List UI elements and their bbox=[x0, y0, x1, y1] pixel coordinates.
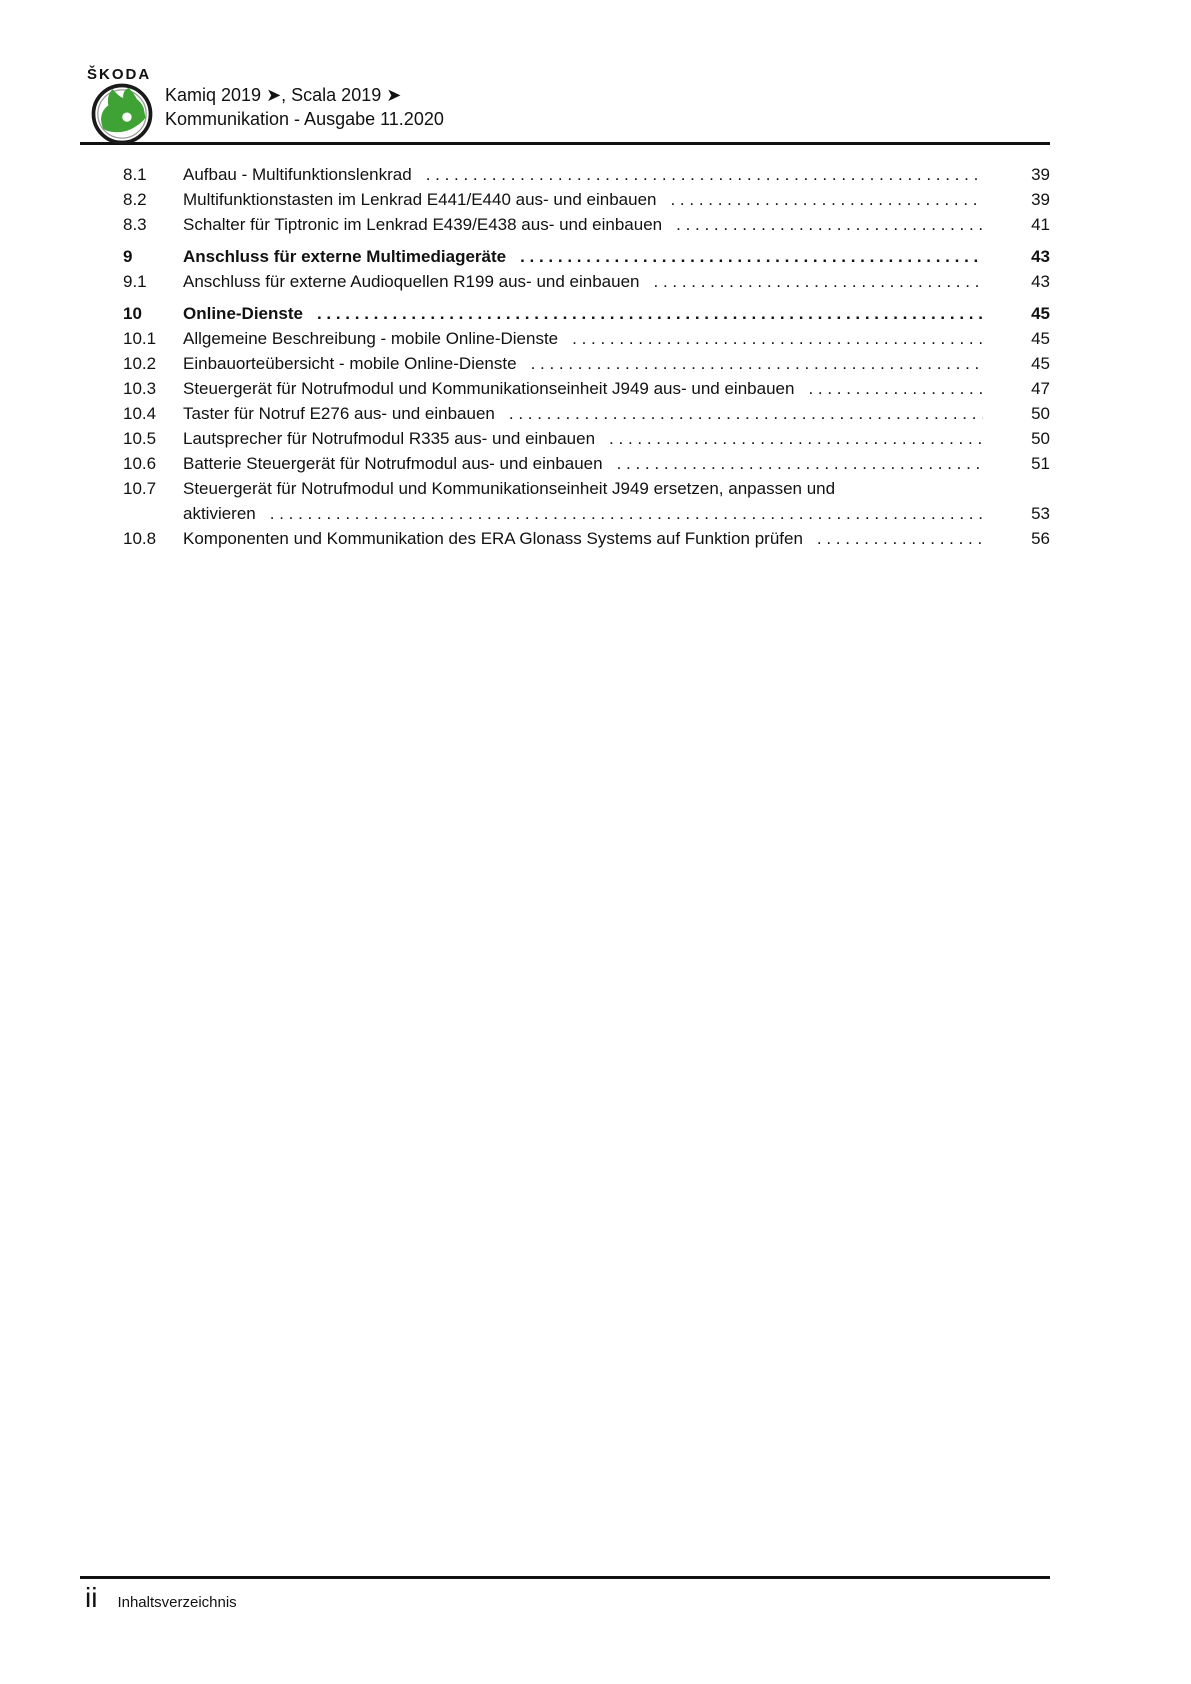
skoda-wordmark: ŠKODA bbox=[87, 66, 152, 83]
toc-row bbox=[123, 451, 1050, 476]
toc-entry-number: 10.3 bbox=[123, 379, 157, 398]
toc-row bbox=[123, 401, 1050, 426]
toc-leader-dots bbox=[509, 401, 983, 426]
toc-entry-title: Schalter für Tiptronic im Lenkrad E439/E438 aus- und einbauen bbox=[183, 215, 663, 234]
toc-section-row bbox=[123, 244, 1050, 269]
toc-entry-number: 10.4 bbox=[123, 404, 157, 423]
toc-leader-dots bbox=[609, 426, 983, 451]
toc-entry-number: 9 bbox=[123, 247, 133, 266]
header-title-block bbox=[165, 83, 444, 131]
toc-entry-title: Steuergerät für Notrufmodul und Kommunikationseinheit J949 aus- und einbauen bbox=[183, 379, 795, 398]
toc-leader-dots bbox=[817, 526, 983, 551]
footer-divider bbox=[80, 1576, 1050, 1579]
toc-entry-page: 56 bbox=[1031, 529, 1050, 548]
toc-entry-number: 10.6 bbox=[123, 454, 157, 473]
toc-entry-page: 43 bbox=[1031, 272, 1050, 291]
toc-leader-dots bbox=[654, 269, 984, 294]
toc-entry-page: 50 bbox=[1031, 404, 1050, 423]
toc-entry-title: Aufbau - Multifunktionslenkrad bbox=[183, 165, 412, 184]
toc-entry-page: 43 bbox=[1031, 247, 1050, 266]
toc-row bbox=[123, 269, 1050, 294]
toc-row bbox=[123, 212, 1050, 237]
toc-entry-number: 10.2 bbox=[123, 354, 157, 373]
skoda-logo-icon bbox=[91, 83, 153, 145]
toc-entry-page: 53 bbox=[1031, 504, 1050, 523]
toc-leader-dots bbox=[617, 451, 983, 476]
toc-entry-page: 51 bbox=[1031, 454, 1050, 473]
toc-entry-number: 10.1 bbox=[123, 329, 157, 348]
header-model-line: Kamiq 2019 ➤, Scala 2019 ➤ bbox=[165, 85, 402, 105]
toc-entry-page: 41 bbox=[1031, 215, 1050, 234]
toc-entry-page: 50 bbox=[1031, 429, 1050, 448]
toc-row bbox=[123, 526, 1050, 551]
toc-entry-page: 45 bbox=[1031, 354, 1050, 373]
toc-entry-page: 39 bbox=[1031, 190, 1050, 209]
toc-entry-page: 45 bbox=[1031, 329, 1050, 348]
toc-entry-title-continued: aktivieren bbox=[183, 504, 256, 523]
toc-leader-dots bbox=[676, 212, 983, 237]
toc-row bbox=[123, 376, 1050, 401]
toc-leader-dots bbox=[572, 326, 983, 351]
toc-entry-title: Multifunktionstasten im Lenkrad E441/E440 aus- und einbauen bbox=[183, 190, 657, 209]
toc-entry-title: Einbauorteübersicht - mobile Online-Dienste bbox=[183, 354, 517, 373]
toc-row bbox=[123, 162, 1050, 187]
toc-entry-title: Allgemeine Beschreibung - mobile Online-Dienste bbox=[183, 329, 559, 348]
toc-entry-number: 10 bbox=[123, 304, 142, 323]
toc-entry-title: Komponenten und Kommunikation des ERA Glonass Systems auf Funktion prüfen bbox=[183, 529, 803, 548]
toc-leader-dots bbox=[670, 187, 983, 212]
toc-entry-number: 8.2 bbox=[123, 190, 147, 209]
toc-entry-page: 39 bbox=[1031, 165, 1050, 184]
toc-entry-number: 8.3 bbox=[123, 215, 147, 234]
toc-row bbox=[123, 426, 1050, 451]
toc-entry-page: 45 bbox=[1031, 304, 1050, 323]
toc-entry-title: Anschluss für externe Multimediageräte bbox=[183, 247, 507, 266]
table-of-contents bbox=[123, 162, 1050, 551]
header-edition-line: Kommunikation - Ausgabe 11.2020 bbox=[165, 109, 444, 129]
toc-leader-dots bbox=[531, 351, 983, 376]
toc-entry-title: Lautsprecher für Notrufmodul R335 aus- und einbauen bbox=[183, 429, 596, 448]
toc-entry-number: 10.7 bbox=[123, 479, 157, 498]
footer-page-number: ii bbox=[85, 1582, 98, 1613]
toc-row bbox=[123, 326, 1050, 351]
toc-entry-number: 8.1 bbox=[123, 165, 147, 184]
toc-entry-title: Batterie Steuergerät für Notrufmodul aus- und einbauen bbox=[183, 454, 603, 473]
toc-entry-page: 47 bbox=[1031, 379, 1050, 398]
toc-entry-title: Taster für Notruf E276 aus- und einbauen bbox=[183, 404, 495, 423]
toc-leader-dots bbox=[317, 301, 983, 326]
toc-leader-dots bbox=[808, 376, 983, 401]
toc-leader-dots bbox=[270, 501, 983, 526]
toc-row bbox=[123, 351, 1050, 376]
toc-entry-title: Online-Dienste bbox=[183, 304, 303, 323]
toc-row bbox=[123, 187, 1050, 212]
toc-entry-number: 10.8 bbox=[123, 529, 157, 548]
toc-leader-dots bbox=[426, 162, 983, 187]
header-divider bbox=[80, 142, 1050, 145]
toc-entry-title: Steuergerät für Notrufmodul und Kommunikationseinheit J949 ersetzen, anpassen und bbox=[183, 479, 836, 498]
toc-row bbox=[123, 476, 1050, 526]
toc-leader-dots bbox=[520, 244, 983, 269]
footer-section-label: Inhaltsverzeichnis bbox=[117, 1594, 237, 1611]
toc-section-row bbox=[123, 301, 1050, 326]
page-footer bbox=[85, 1582, 237, 1614]
toc-entry-number: 9.1 bbox=[123, 272, 147, 291]
toc-entry-title: Anschluss für externe Audioquellen R199 aus- und einbauen bbox=[183, 272, 640, 291]
toc-entry-number: 10.5 bbox=[123, 429, 157, 448]
